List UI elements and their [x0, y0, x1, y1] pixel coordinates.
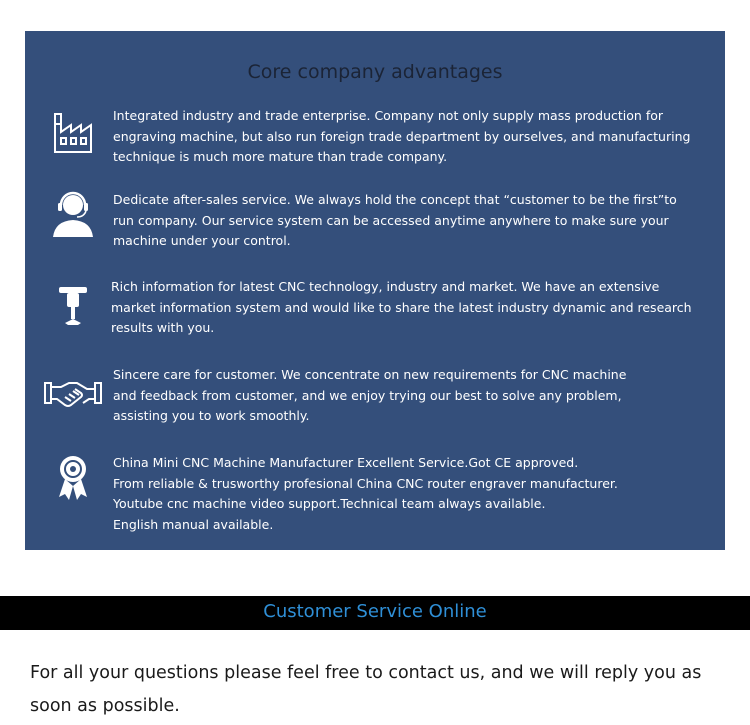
- text-line: From reliable & trusworthy profesional China CNC router engraver manufacturer.: [113, 475, 618, 491]
- text-line: English manual available.: [113, 516, 274, 532]
- customer-service-bar: [0, 596, 750, 630]
- text-line: Sincere care for customer. We concentrate on new requirements for CNC machine: [113, 367, 627, 382]
- advantage-text: [111, 277, 711, 339]
- customer-service-agent-icon: [47, 187, 99, 239]
- advantage-text: [113, 453, 713, 535]
- jackhammer-icon: [47, 279, 99, 331]
- text-line: assisting you to work smoothly.: [113, 408, 310, 423]
- advantage-text: [113, 190, 713, 252]
- customer-service-title: Customer Service Online: [263, 601, 487, 622]
- contact-line: For all your questions please feel free to contact us, and we will reply you as: [30, 663, 702, 683]
- text-line: China Mini CNC Machine Manufacturer Excellent Service.Got CE approved.: [113, 455, 579, 470]
- text-line: run company. Our service system can be accessed anytime anywhere to make sure your: [113, 212, 669, 228]
- contact-line: soon as possible.: [30, 696, 180, 716]
- advantage-text: [113, 106, 713, 168]
- text-line: Integrated industry and trade enterprise. Company not only supply mass production for: [113, 108, 663, 123]
- text-line: market information system and would like to share the latest industry dynamic and research: [111, 299, 692, 315]
- text-line: Rich information for latest CNC technology, industry and market. We have an extensive: [111, 279, 660, 294]
- text-line: results with you.: [111, 320, 215, 335]
- text-line: Youtube cnc machine video support.Technical team always available.: [113, 496, 546, 511]
- factory-icon: [47, 108, 99, 160]
- text-line: engraving machine, but also run foreign trade department by ourselves, and manufacturing: [113, 128, 691, 144]
- panel-title: Core company advantages: [247, 61, 503, 83]
- text-line: machine under your control.: [113, 233, 291, 248]
- text-line: and feedback from customer, and we enjoy trying our best to solve any problem,: [113, 387, 622, 403]
- text-line: Dedicate after-sales service. We always hold the concept that “customer to be the first”to: [113, 192, 677, 207]
- handshake-icon: [43, 367, 103, 419]
- contact-text: [30, 657, 730, 723]
- text-line: technique is much more mature than trade company.: [113, 149, 448, 164]
- advantages-panel: [25, 31, 725, 550]
- advantage-text: [113, 365, 713, 427]
- award-ribbon-icon: [47, 451, 99, 503]
